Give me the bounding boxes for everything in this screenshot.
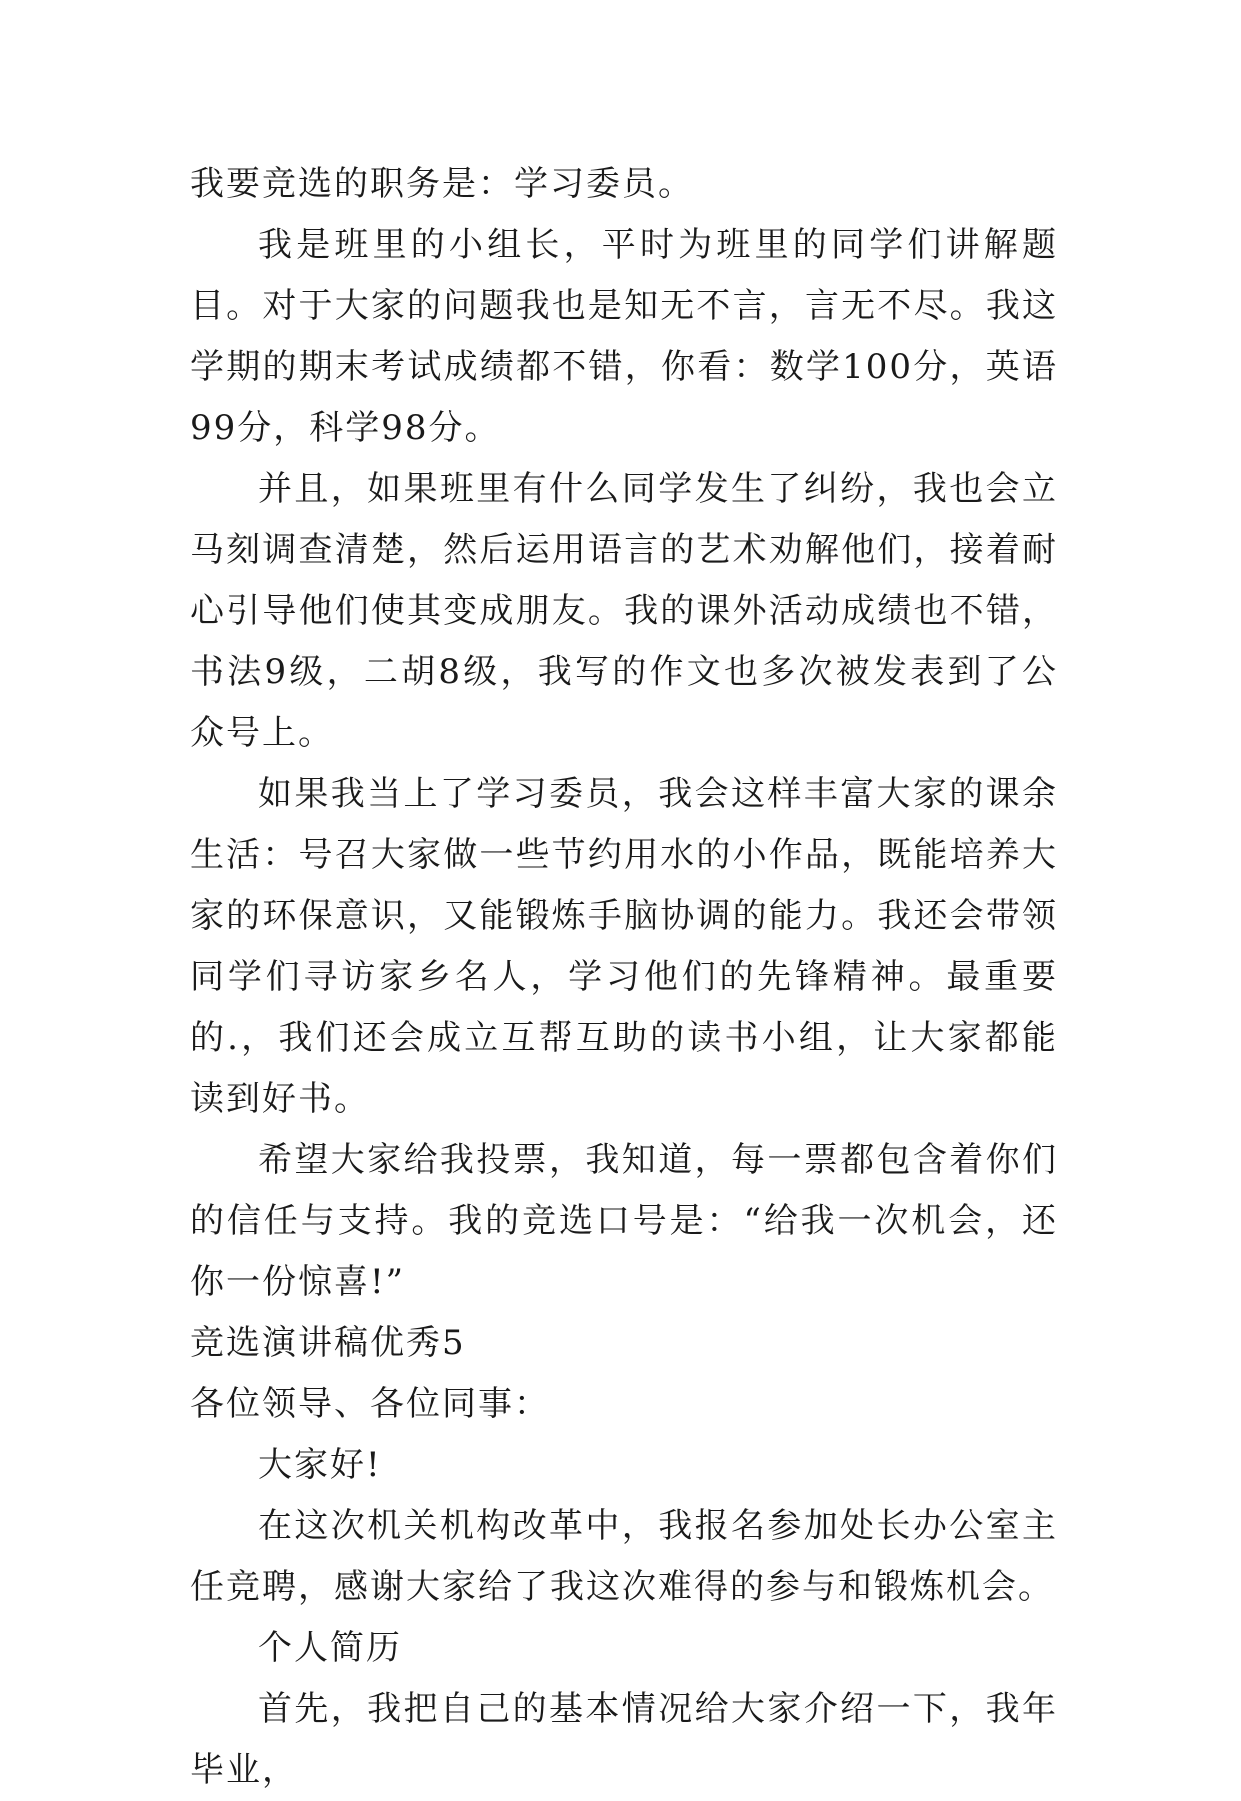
paragraph-background: 首先，我把自己的基本情况给大家介绍一下，我年毕业， xyxy=(190,1689,1058,1790)
paragraph-introduction: 在这次机关机构改革中，我报名参加处长办公室主任竞聘，感谢大家给了我这次难得的参与和锻炼机会。 xyxy=(190,1506,1058,1607)
subheading-resume: 个人简历 xyxy=(258,1628,402,1668)
paragraph-position: 我要竞选的职务是：学习委员。 xyxy=(190,164,694,204)
document-body xyxy=(190,154,1058,1801)
greeting: 大家好! xyxy=(258,1445,382,1485)
paragraph-qualifications: 我是班里的小组长，平时为班里的同学们讲解题目。对于大家的问题我也是知无不言，言无不尽。我这学期的期末考试成绩都不错，你看：数学100分，英语99分，科学98分。 xyxy=(190,225,1058,448)
section-heading: 竞选演讲稿优秀5 xyxy=(190,1323,466,1363)
paragraph-plans: 如果我当上了学习委员，我会这样丰富大家的课余生活：号召大家做一些节约用水的小作品，既能培养大家的环保意识，又能锻炼手脑协调的能力。我还会带领同学们寻访家乡名人，学习他们的先锋精神。最重要的.，我们还会成立互帮互助的读书小组，让大家都能读到好书。 xyxy=(190,774,1058,1119)
paragraph-conflict-resolution: 并且，如果班里有什么同学发生了纠纷，我也会立马刻调查清楚，然后运用语言的艺术劝解他们，接着耐心引导他们使其变成朋友。我的课外活动成绩也不错，书法9级，二胡8级，我写的作文也多次被发表到了公众号上。 xyxy=(190,469,1058,753)
paragraph-closing: 希望大家给我投票，我知道，每一票都包含着你们的信任与支持。我的竞选口号是：“给我一次机会，还你一份惊喜!” xyxy=(190,1140,1058,1302)
salutation: 各位领导、各位同事： xyxy=(190,1384,550,1424)
